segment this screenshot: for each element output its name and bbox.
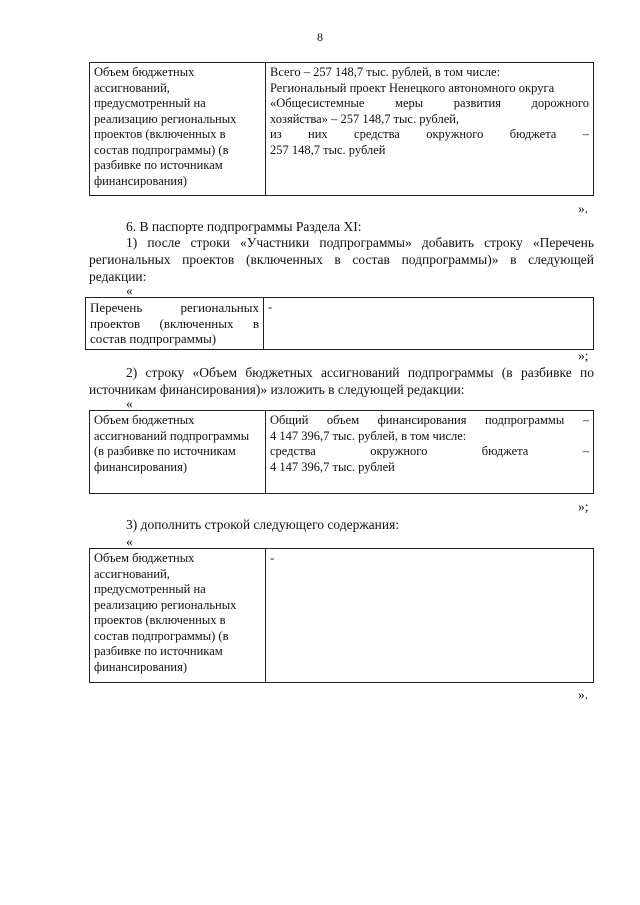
value-line: Региональный проект Ненецкого автономного округа (270, 80, 555, 95)
row-label: Объем бюджетных ассигнований, предусмотренный на реализацию региональных проектов (включенных в состав подпрограммы) (в разбивке по источникам финансирования) (90, 549, 266, 683)
value-line: хозяйства» – 257 148,7 тыс. рублей, (270, 111, 460, 126)
row-value: - (266, 549, 594, 683)
table-row (86, 298, 594, 350)
row-label: Объем бюджетных ассигнований подпрограммы (в разбивке по источникам финансирования) (90, 411, 266, 494)
opening-quote: « (126, 283, 133, 298)
paragraph-item-3: 3) дополнить строкой следующего содержания: (126, 517, 400, 532)
paragraph-item-1: 1) после строки «Участники подпрограммы» добавить строку «Перечень региональных проектов (включенных в состав подпрограммы)» в следующей редакции: (89, 235, 594, 284)
table-budget-regional-projects (89, 62, 594, 196)
value-line: Всего – 257 148,7 тыс. рублей, в том числе: (270, 65, 501, 79)
row-label: Объем бюджетных ассигнований, предусмотренный на реализацию региональных проектов (включенных в состав подпрограммы) (в разбивке по источникам финансирования) (90, 63, 266, 196)
table-row (90, 549, 594, 683)
closing-quote: ». (578, 201, 589, 216)
value-line: «Общесистемные меры развития дорожного (270, 96, 589, 110)
closing-quote: ». (578, 687, 589, 702)
value-line: средства окружного бюджета – (270, 444, 589, 458)
closing-quote: »; (578, 499, 589, 514)
paragraph-item-2: 2) строку «Объем бюджетных ассигнований подпрограммы (в разбивке по источникам финансирования)» изложить в следующей редакции: (89, 365, 594, 397)
table-row (90, 63, 594, 196)
opening-quote: « (126, 396, 133, 411)
closing-quote: »; (578, 348, 589, 363)
section-heading: 6. В паспорте подпрограммы Раздела XI: (126, 219, 362, 234)
value-line: из них средства окружного бюджета – (270, 127, 589, 141)
opening-quote: « (126, 534, 133, 549)
table-budget-subprogram (89, 410, 594, 494)
page-number: 8 (317, 30, 323, 44)
row-value (266, 63, 594, 196)
table-budget-regional-projects-new (89, 548, 594, 683)
row-value (266, 411, 594, 494)
row-value: - (264, 298, 594, 350)
value-line: 4 147 396,7 тыс. рублей, в том числе: (270, 428, 467, 443)
table-regional-projects-list (85, 297, 594, 350)
table-row (90, 411, 594, 494)
row-label: Перечень региональных проектов (включенных в состав подпрограммы) (86, 298, 264, 350)
value-line: 257 148,7 тыс. рублей (270, 142, 386, 157)
value-line: 4 147 396,7 тыс. рублей (270, 459, 395, 474)
value-line: Общий объем финансирования подпрограммы – (270, 413, 589, 427)
